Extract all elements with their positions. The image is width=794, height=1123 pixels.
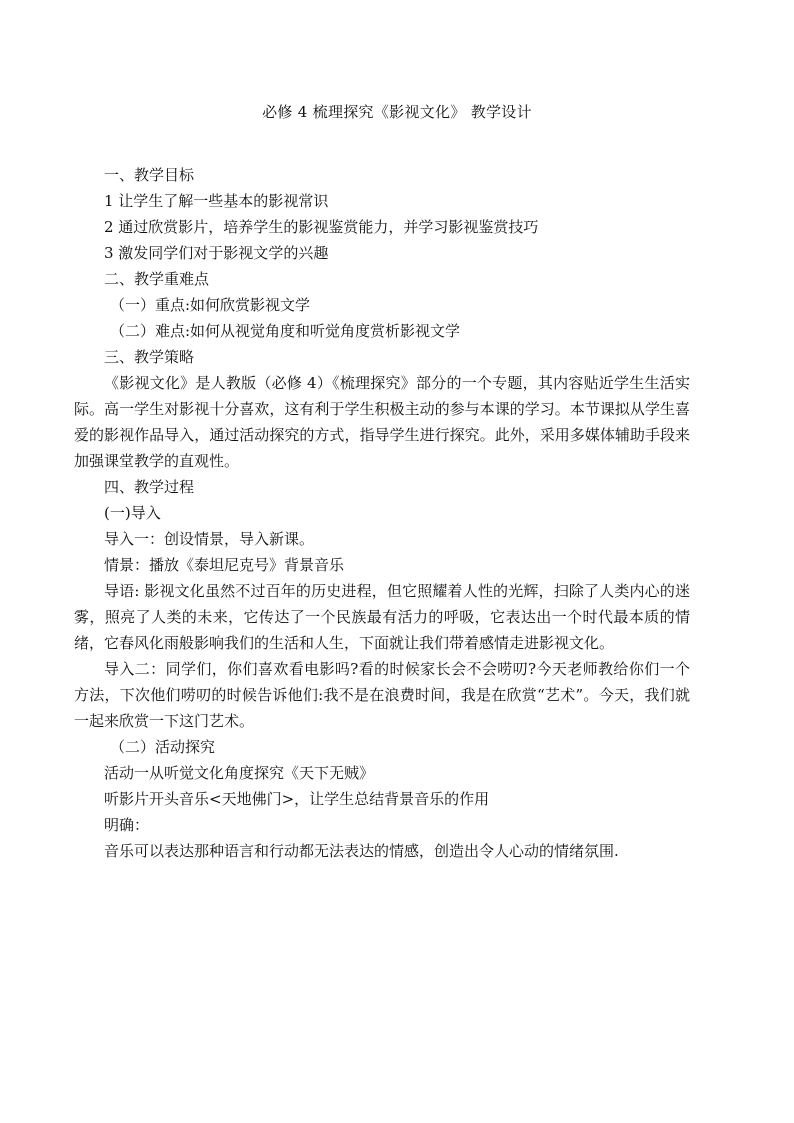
document-title: 必修 4 梳理探究《影视文化》 教学设计 <box>262 103 532 121</box>
objective-item-3: 3 激发同学们对于影视文学的兴趣 <box>104 244 329 262</box>
section-heading-objectives: 一、教学目标 <box>104 166 195 184</box>
section-heading-process: 四、教学过程 <box>104 478 195 496</box>
objective-item-2: 2 通过欣赏影片，培养学生的影视鉴赏能力，并学习影视鉴赏技巧 <box>104 218 539 236</box>
subsection-heading-intro: (一)导入 <box>104 504 161 522</box>
section-heading-key-points: 二、教学重难点 <box>104 270 210 288</box>
intro-two-paragraph: 导入二：同学们，你们喜欢看电影吗?看的时候家长会不会唠叨?今天老师教给你们一个方法，下次他们唠叨的时候告诉他们:我不是在浪费时间，我是在欣赏“艺术”。今天，我们就一起来欣赏一下这门艺术。 <box>74 660 690 730</box>
guide-paragraph: 导语: 影视文化虽然不过百年的历史进程，但它照耀着人性的光辉，扫除了人类内心的迷雾，照亮了人类的未来，它传达了一个民族最有活力的呼吸，它表达出一个时代最本质的情绪，它春风化雨般影响我们的生活和人生，下面就让我们带着感情走进影视文化。 <box>74 582 690 652</box>
activity-one-text: 活动一从听觉文化角度探究《天下无贼》 <box>104 764 375 782</box>
objective-item-1: 1 让学生了解一些基本的影视常识 <box>104 192 329 210</box>
difficult-point-item: （二）难点:如何从视觉角度和听觉角度赏析影视文学 <box>110 322 461 340</box>
subsection-heading-activity: （二）活动探究 <box>110 738 216 756</box>
listen-text: 听影片开头音乐<天地佛门>，让学生总结背景音乐的作用 <box>104 790 490 808</box>
document-body <box>74 162 690 864</box>
clarify-text: 明确： <box>104 816 150 834</box>
scene-text: 情景：播放《泰坦尼克号》背景音乐 <box>104 556 345 574</box>
music-text: 音乐可以表达那种语言和行动都无法表达的情感，创造出令人心动的情绪氛围. <box>104 842 619 860</box>
section-heading-strategy: 三、教学策略 <box>104 348 195 366</box>
intro-one-text: 导入一：创设情景，导入新课。 <box>104 530 315 548</box>
strategy-paragraph: 《影视文化》是人教版（必修 4）《梳理探究》部分的一个专题，其内容贴近学生生活实际。高一学生对影视十分喜欢，这有利于学生积极主动的参与本课的学习。本节课拟从学生喜爱的影视作品导入，通过活动探究的方式，指导学生进行探究。此外，采用多媒体辅助手段来加强课堂教学的直观性。 <box>74 374 690 470</box>
key-point-item: （一）重点:如何欣赏影视文学 <box>110 296 311 314</box>
